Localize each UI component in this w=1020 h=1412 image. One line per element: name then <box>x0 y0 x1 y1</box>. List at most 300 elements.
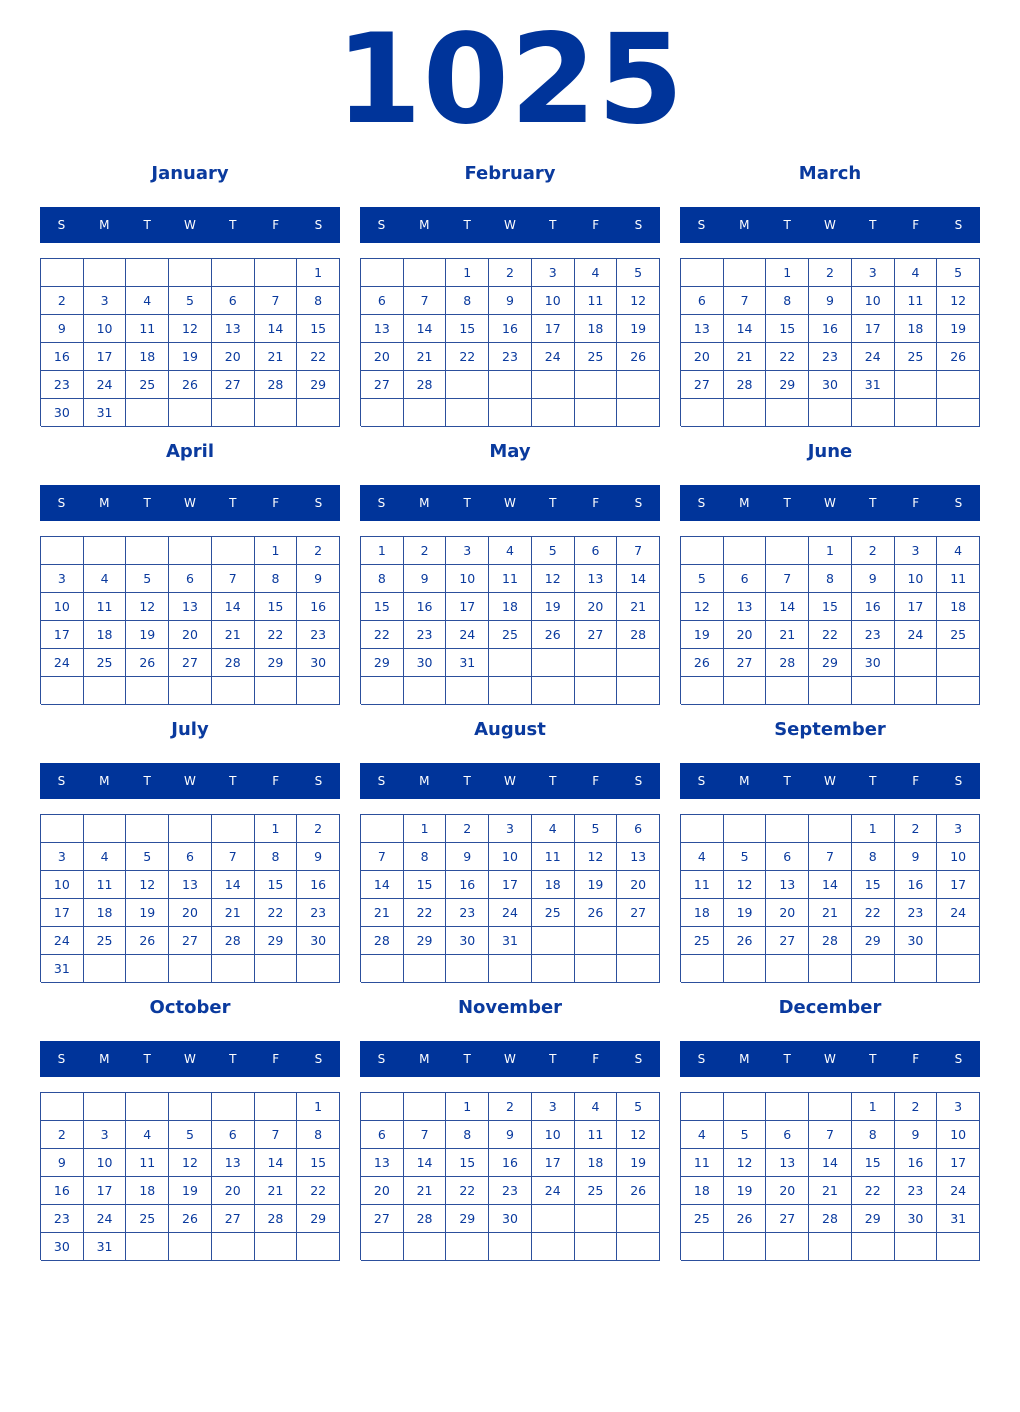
day-cell: 31 <box>41 955 84 983</box>
empty-day-cell <box>575 1233 618 1261</box>
weekday-label: M <box>419 774 430 788</box>
empty-day-cell <box>575 649 618 677</box>
day-cell: 3 <box>852 259 895 287</box>
empty-day-cell <box>617 399 660 427</box>
day-cell: 15 <box>297 315 340 343</box>
weekday-label: S <box>697 774 706 788</box>
day-cell: 10 <box>446 565 489 593</box>
day-cell: 5 <box>532 537 575 565</box>
day-cell: 11 <box>126 1149 169 1177</box>
weekday-label: T <box>549 496 557 510</box>
day-cell: 30 <box>41 1233 84 1261</box>
empty-day-cell <box>575 371 618 399</box>
empty-day-cell <box>169 537 212 565</box>
empty-day-cell <box>895 371 938 399</box>
empty-day-cell <box>84 537 127 565</box>
day-cell: 12 <box>617 1121 660 1149</box>
weekday-header <box>680 485 980 521</box>
day-cell: 30 <box>895 927 938 955</box>
empty-day-cell <box>404 1093 447 1121</box>
day-cell: 12 <box>724 1149 767 1177</box>
day-cell: 20 <box>681 343 724 371</box>
month-july <box>40 706 340 984</box>
weekday-label: T <box>143 1052 151 1066</box>
day-cell: 15 <box>446 1149 489 1177</box>
month-march <box>680 150 980 428</box>
day-cell: 10 <box>895 565 938 593</box>
day-cell: 7 <box>212 843 255 871</box>
weekday-label: W <box>184 496 196 510</box>
weekday-header <box>40 207 340 243</box>
day-cell: 23 <box>297 899 340 927</box>
empty-day-cell <box>681 677 724 705</box>
empty-day-cell <box>895 677 938 705</box>
weekday-label: F <box>272 774 280 788</box>
weekday-label: S <box>57 1052 66 1066</box>
day-cell: 24 <box>895 621 938 649</box>
day-cell: 25 <box>126 1205 169 1233</box>
day-cell: 22 <box>852 1177 895 1205</box>
day-cell: 14 <box>212 871 255 899</box>
day-cell: 10 <box>489 843 532 871</box>
day-cell: 11 <box>532 843 575 871</box>
empty-day-cell <box>724 1093 767 1121</box>
empty-day-cell <box>446 955 489 983</box>
day-cell: 13 <box>212 1149 255 1177</box>
day-cell: 21 <box>404 1177 447 1205</box>
empty-day-cell <box>724 537 767 565</box>
day-cell: 30 <box>895 1205 938 1233</box>
empty-day-cell <box>532 955 575 983</box>
empty-day-cell <box>255 259 298 287</box>
empty-day-cell <box>41 815 84 843</box>
weekday-label: M <box>99 774 110 788</box>
weekday-label: M <box>99 1052 110 1066</box>
day-cell: 28 <box>724 371 767 399</box>
day-cell: 4 <box>895 259 938 287</box>
weekday-label: M <box>99 218 110 232</box>
weekday-label: T <box>463 774 471 788</box>
day-cell: 16 <box>404 593 447 621</box>
day-cell: 29 <box>446 1205 489 1233</box>
day-cell: 30 <box>852 649 895 677</box>
day-cell: 30 <box>297 927 340 955</box>
day-cell: 5 <box>126 565 169 593</box>
empty-day-cell <box>212 1093 255 1121</box>
empty-day-cell <box>724 399 767 427</box>
weekday-label: S <box>314 218 323 232</box>
empty-day-cell <box>169 955 212 983</box>
weekday-header <box>360 207 660 243</box>
day-cell: 13 <box>724 593 767 621</box>
empty-day-cell <box>895 399 938 427</box>
day-cell: 15 <box>766 315 809 343</box>
day-cell: 22 <box>766 343 809 371</box>
day-cell: 23 <box>297 621 340 649</box>
day-cell: 28 <box>766 649 809 677</box>
day-cell: 9 <box>489 287 532 315</box>
day-cell: 11 <box>84 593 127 621</box>
day-cell: 18 <box>681 1177 724 1205</box>
day-cell: 18 <box>681 899 724 927</box>
day-cell: 2 <box>489 1093 532 1121</box>
day-cell: 15 <box>297 1149 340 1177</box>
day-cell: 28 <box>809 927 852 955</box>
day-cell: 18 <box>126 343 169 371</box>
day-cell: 2 <box>895 1093 938 1121</box>
day-cell: 4 <box>575 259 618 287</box>
weekday-label: M <box>419 496 430 510</box>
day-cell: 26 <box>532 621 575 649</box>
day-cell: 27 <box>169 927 212 955</box>
day-cell: 19 <box>724 899 767 927</box>
day-cell: 19 <box>617 315 660 343</box>
day-cell: 9 <box>852 565 895 593</box>
weekday-label: S <box>377 1052 386 1066</box>
empty-day-cell <box>809 677 852 705</box>
empty-day-cell <box>724 677 767 705</box>
day-cell: 18 <box>84 899 127 927</box>
empty-day-cell <box>169 677 212 705</box>
day-cell: 18 <box>532 871 575 899</box>
empty-day-cell <box>575 955 618 983</box>
empty-day-cell <box>41 537 84 565</box>
empty-day-cell <box>404 259 447 287</box>
day-cell: 9 <box>895 843 938 871</box>
empty-day-cell <box>681 1093 724 1121</box>
month-name: March <box>798 163 862 184</box>
day-cell: 29 <box>852 927 895 955</box>
day-cell: 10 <box>937 1121 980 1149</box>
day-cell: 21 <box>617 593 660 621</box>
day-cell: 29 <box>766 371 809 399</box>
day-cell: 6 <box>681 287 724 315</box>
day-cell: 17 <box>895 593 938 621</box>
day-cell: 28 <box>255 371 298 399</box>
weekday-label: F <box>912 774 920 788</box>
day-cell: 27 <box>681 371 724 399</box>
day-cell: 22 <box>852 899 895 927</box>
day-cell: 16 <box>41 1177 84 1205</box>
empty-day-cell <box>489 371 532 399</box>
day-cell: 8 <box>297 1121 340 1149</box>
day-cell: 15 <box>255 593 298 621</box>
day-cell: 4 <box>681 843 724 871</box>
day-cell: 20 <box>361 343 404 371</box>
day-cell: 18 <box>126 1177 169 1205</box>
empty-day-cell <box>361 1233 404 1261</box>
day-cell: 11 <box>681 871 724 899</box>
weekday-label: S <box>634 496 643 510</box>
day-cell: 2 <box>41 287 84 315</box>
empty-day-cell <box>489 1233 532 1261</box>
weekday-label: F <box>912 218 920 232</box>
empty-day-cell <box>126 399 169 427</box>
day-cell: 9 <box>404 565 447 593</box>
day-cell: 25 <box>489 621 532 649</box>
day-cell: 7 <box>361 843 404 871</box>
day-cell: 12 <box>937 287 980 315</box>
weekday-label: F <box>592 774 600 788</box>
weekday-header <box>40 485 340 521</box>
day-cell: 10 <box>532 287 575 315</box>
day-cell: 20 <box>724 621 767 649</box>
day-cell: 20 <box>617 871 660 899</box>
weekday-label: T <box>143 774 151 788</box>
day-cell: 20 <box>169 899 212 927</box>
day-cell: 23 <box>809 343 852 371</box>
day-cell: 24 <box>489 899 532 927</box>
day-cell: 14 <box>255 315 298 343</box>
empty-day-cell <box>937 677 980 705</box>
weekday-label: W <box>504 218 516 232</box>
day-cell: 15 <box>809 593 852 621</box>
weekday-label: T <box>869 496 877 510</box>
day-cell: 8 <box>297 287 340 315</box>
weekday-label: W <box>184 218 196 232</box>
empty-day-cell <box>169 399 212 427</box>
weekday-label: T <box>229 774 237 788</box>
weekday-label: W <box>504 1052 516 1066</box>
weekday-label: W <box>504 774 516 788</box>
empty-day-cell <box>126 259 169 287</box>
day-cell: 15 <box>404 871 447 899</box>
month-september <box>680 706 980 984</box>
day-cell: 15 <box>361 593 404 621</box>
day-cell: 28 <box>361 927 404 955</box>
empty-day-cell <box>361 259 404 287</box>
day-cell: 14 <box>255 1149 298 1177</box>
days-grid <box>40 536 340 704</box>
day-cell: 31 <box>446 649 489 677</box>
day-cell: 29 <box>255 927 298 955</box>
day-cell: 16 <box>809 315 852 343</box>
day-cell: 18 <box>84 621 127 649</box>
day-cell: 29 <box>852 1205 895 1233</box>
empty-day-cell <box>937 399 980 427</box>
empty-day-cell <box>575 927 618 955</box>
day-cell: 21 <box>255 343 298 371</box>
day-cell: 31 <box>84 1233 127 1261</box>
day-cell: 1 <box>255 537 298 565</box>
day-cell: 27 <box>212 1205 255 1233</box>
empty-day-cell <box>766 1233 809 1261</box>
day-cell: 13 <box>169 593 212 621</box>
day-cell: 7 <box>809 843 852 871</box>
year-title: 1025 <box>335 8 685 152</box>
empty-day-cell <box>575 399 618 427</box>
day-cell: 25 <box>532 899 575 927</box>
empty-day-cell <box>532 399 575 427</box>
day-cell: 17 <box>852 315 895 343</box>
day-cell: 5 <box>724 843 767 871</box>
day-cell: 21 <box>212 621 255 649</box>
day-cell: 24 <box>84 1205 127 1233</box>
weekday-label: F <box>592 218 600 232</box>
day-cell: 7 <box>617 537 660 565</box>
weekday-label: T <box>463 496 471 510</box>
empty-day-cell <box>84 1093 127 1121</box>
weekday-label: T <box>463 218 471 232</box>
weekday-label: F <box>272 496 280 510</box>
weekday-label: T <box>549 1052 557 1066</box>
month-january <box>40 150 340 428</box>
empty-day-cell <box>404 677 447 705</box>
day-cell: 29 <box>297 371 340 399</box>
day-cell: 12 <box>126 593 169 621</box>
day-cell: 3 <box>41 565 84 593</box>
day-cell: 11 <box>84 871 127 899</box>
day-cell: 23 <box>895 1177 938 1205</box>
empty-day-cell <box>895 649 938 677</box>
day-cell: 11 <box>126 315 169 343</box>
day-cell: 6 <box>212 1121 255 1149</box>
weekday-label: S <box>57 774 66 788</box>
day-cell: 14 <box>766 593 809 621</box>
day-cell: 6 <box>169 565 212 593</box>
day-cell: 26 <box>617 343 660 371</box>
day-cell: 3 <box>532 259 575 287</box>
day-cell: 31 <box>489 927 532 955</box>
month-name: February <box>464 163 556 184</box>
weekday-label: M <box>739 774 750 788</box>
weekday-label: S <box>377 218 386 232</box>
empty-day-cell <box>446 371 489 399</box>
weekday-label: S <box>314 496 323 510</box>
day-cell: 15 <box>255 871 298 899</box>
day-cell: 13 <box>212 315 255 343</box>
day-cell: 24 <box>446 621 489 649</box>
day-cell: 17 <box>489 871 532 899</box>
day-cell: 29 <box>809 649 852 677</box>
weekday-label: M <box>99 496 110 510</box>
empty-day-cell <box>724 955 767 983</box>
empty-day-cell <box>41 677 84 705</box>
empty-day-cell <box>361 1093 404 1121</box>
month-october <box>40 984 340 1262</box>
empty-day-cell <box>532 927 575 955</box>
day-cell: 23 <box>41 1205 84 1233</box>
day-cell: 28 <box>809 1205 852 1233</box>
empty-day-cell <box>169 259 212 287</box>
day-cell: 3 <box>937 815 980 843</box>
empty-day-cell <box>361 677 404 705</box>
empty-day-cell <box>895 1233 938 1261</box>
day-cell: 25 <box>575 343 618 371</box>
day-cell: 24 <box>41 927 84 955</box>
empty-day-cell <box>809 1093 852 1121</box>
weekday-label: F <box>592 1052 600 1066</box>
day-cell: 27 <box>724 649 767 677</box>
day-cell: 16 <box>895 1149 938 1177</box>
day-cell: 31 <box>852 371 895 399</box>
day-cell: 27 <box>212 371 255 399</box>
day-cell: 25 <box>575 1177 618 1205</box>
days-grid <box>680 1092 980 1260</box>
day-cell: 1 <box>297 259 340 287</box>
day-cell: 12 <box>575 843 618 871</box>
day-cell: 25 <box>895 343 938 371</box>
day-cell: 14 <box>404 1149 447 1177</box>
empty-day-cell <box>446 1233 489 1261</box>
day-cell: 16 <box>446 871 489 899</box>
day-cell: 9 <box>809 287 852 315</box>
day-cell: 28 <box>255 1205 298 1233</box>
day-cell: 2 <box>297 815 340 843</box>
day-cell: 7 <box>212 565 255 593</box>
day-cell: 2 <box>404 537 447 565</box>
day-cell: 8 <box>852 843 895 871</box>
day-cell: 25 <box>126 371 169 399</box>
weekday-header <box>360 485 660 521</box>
empty-day-cell <box>212 537 255 565</box>
day-cell: 16 <box>41 343 84 371</box>
empty-day-cell <box>126 955 169 983</box>
weekday-header <box>40 763 340 799</box>
day-cell: 23 <box>446 899 489 927</box>
day-cell: 13 <box>169 871 212 899</box>
day-cell: 1 <box>404 815 447 843</box>
empty-day-cell <box>41 259 84 287</box>
day-cell: 19 <box>169 343 212 371</box>
days-grid <box>40 814 340 982</box>
empty-day-cell <box>617 1205 660 1233</box>
day-cell: 5 <box>724 1121 767 1149</box>
empty-day-cell <box>766 1093 809 1121</box>
day-cell: 31 <box>84 399 127 427</box>
empty-day-cell <box>489 649 532 677</box>
weekday-label: T <box>463 1052 471 1066</box>
day-cell: 7 <box>255 287 298 315</box>
days-grid <box>680 814 980 982</box>
day-cell: 20 <box>766 1177 809 1205</box>
empty-day-cell <box>724 815 767 843</box>
month-august <box>360 706 660 984</box>
day-cell: 21 <box>809 899 852 927</box>
weekday-label: T <box>869 218 877 232</box>
empty-day-cell <box>212 955 255 983</box>
day-cell: 23 <box>895 899 938 927</box>
weekday-label: S <box>954 218 963 232</box>
empty-day-cell <box>212 677 255 705</box>
empty-day-cell <box>532 649 575 677</box>
day-cell: 12 <box>126 871 169 899</box>
month-name: May <box>489 441 531 462</box>
weekday-label: S <box>377 774 386 788</box>
day-cell: 20 <box>361 1177 404 1205</box>
day-cell: 24 <box>937 1177 980 1205</box>
day-cell: 11 <box>575 287 618 315</box>
day-cell: 20 <box>212 343 255 371</box>
empty-day-cell <box>255 677 298 705</box>
day-cell: 11 <box>489 565 532 593</box>
day-cell: 11 <box>895 287 938 315</box>
month-december <box>680 984 980 1262</box>
day-cell: 25 <box>84 649 127 677</box>
day-cell: 10 <box>937 843 980 871</box>
day-cell: 5 <box>617 1093 660 1121</box>
day-cell: 23 <box>852 621 895 649</box>
day-cell: 22 <box>255 899 298 927</box>
empty-day-cell <box>404 1233 447 1261</box>
day-cell: 19 <box>681 621 724 649</box>
weekday-label: F <box>272 218 280 232</box>
days-grid <box>360 536 660 704</box>
empty-day-cell <box>297 399 340 427</box>
day-cell: 5 <box>617 259 660 287</box>
weekday-label: T <box>549 774 557 788</box>
empty-day-cell <box>532 1233 575 1261</box>
